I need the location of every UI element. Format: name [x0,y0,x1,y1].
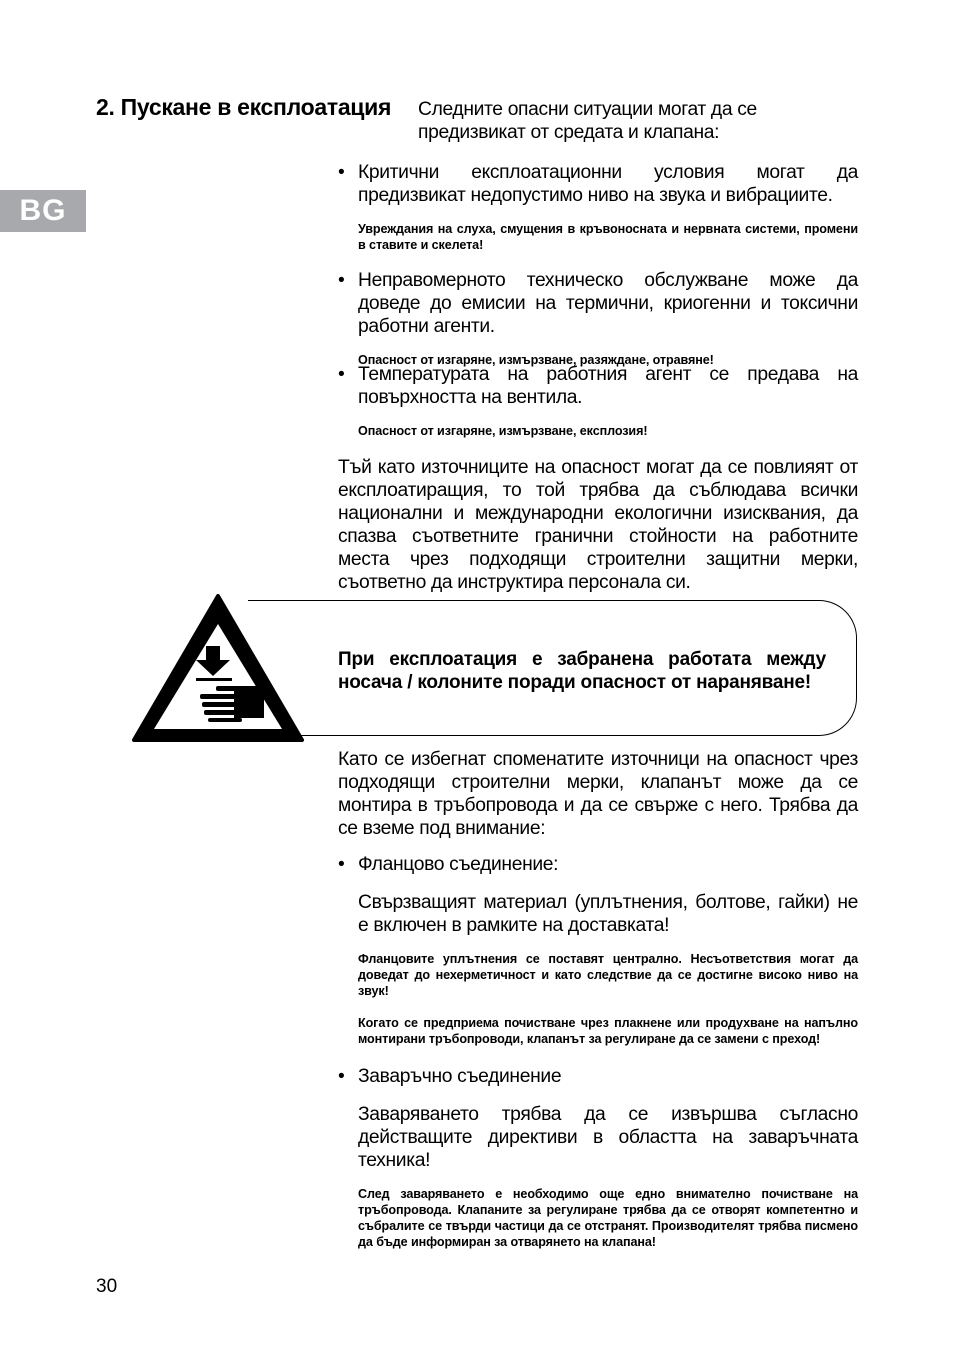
hand-crush-warning-icon [132,594,304,744]
hazard-item [338,161,858,253]
connection-item [338,853,858,1047]
connection-title: Заваръчно съединение [358,1066,562,1087]
operator-paragraph: Тъй като източниците на опасност могат да се повлияят от експлоатиращия, то той трябва да съблюдава всички национални и международни екологични изисквания, да спазва съответните гранични стойности на работните места чрез подходящи строителни защитни мерки, съответно да инструктира персонала си. [338,457,858,593]
hazard-item [338,269,858,368]
connection-note: Когато се предприема почистване чрез плакнене или продухване на напълно монтирани тръбопроводи, клапанът за регулиране да се замени с преход! [358,1016,858,1046]
hazard-text: Критични експлоатационни условия могат да предизвикат недопустимо ниво на звука и вибрациите. [358,162,858,206]
connection-text: Заваряването трябва да се извършва съгласно действащите директиви в областта на заваръчната техника! [358,1104,858,1171]
language-tab: BG [0,190,86,232]
bullet-icon: • [338,162,345,183]
hazard-note: Увреждания на слуха, смущения в кръвоносната и нервната системи, промени в ставите и скелета! [358,222,858,252]
bullet-icon: • [338,854,345,875]
connection-text: Свързващият материал (уплътнения, болтове, гайки) не е включен в рамките на доставката! [358,892,858,936]
hazard-text: Температурата на работния агент се предава на повърхността на вентила. [358,364,858,408]
connection-note: След заваряването е необходимо още едно внимателно почистване на тръбопровода. Клапаните за регулиране трябва да се отворят компетентно и събралите се твърди частици да се отстранят. Производителят трябва писмено да бъде информиран за отварянето на клапана! [358,1187,858,1249]
hazard-text: Неправомерното техническо обслужване може да доведе до емисии на термични, криогенни и токсични работни агенти. [358,270,858,337]
bullet-icon: • [338,1066,345,1087]
section-intro: Следните опасни ситуации могат да се предизвикат от средата и клапана: [418,99,757,143]
connection-title: Фланцово съединение: [358,854,559,875]
installation-paragraph: Като се избегнат споменатите източници на опасност чрез подходящи строителни мерки, клапанът може да се монтира в тръбопровода и да се свърже с него. Трябва да се вземе под внимание: [338,749,858,839]
connection-item [338,1065,858,1250]
bullet-icon: • [338,364,345,385]
bullet-icon: • [338,270,345,291]
hazard-item [338,363,858,439]
warning-text: При експлоатация е забранена работата между носача / колоните поради опасност от нараняване! [338,649,826,693]
hazard-note: Опасност от изгаряне, измързване, разяждане, отравяне! [358,353,714,367]
hazard-note: Опасност от изгаряне, измързване, експлозия! [358,424,648,438]
connection-note: Фланцовите уплътнения се поставят централно. Несъответствия могат да доведат до нехерметичност и като следствие да се достигне високо ниво на звук! [358,952,858,998]
page-number: 30 [96,1276,118,1297]
section-heading: 2. Пускане в експлоатация [96,94,392,120]
